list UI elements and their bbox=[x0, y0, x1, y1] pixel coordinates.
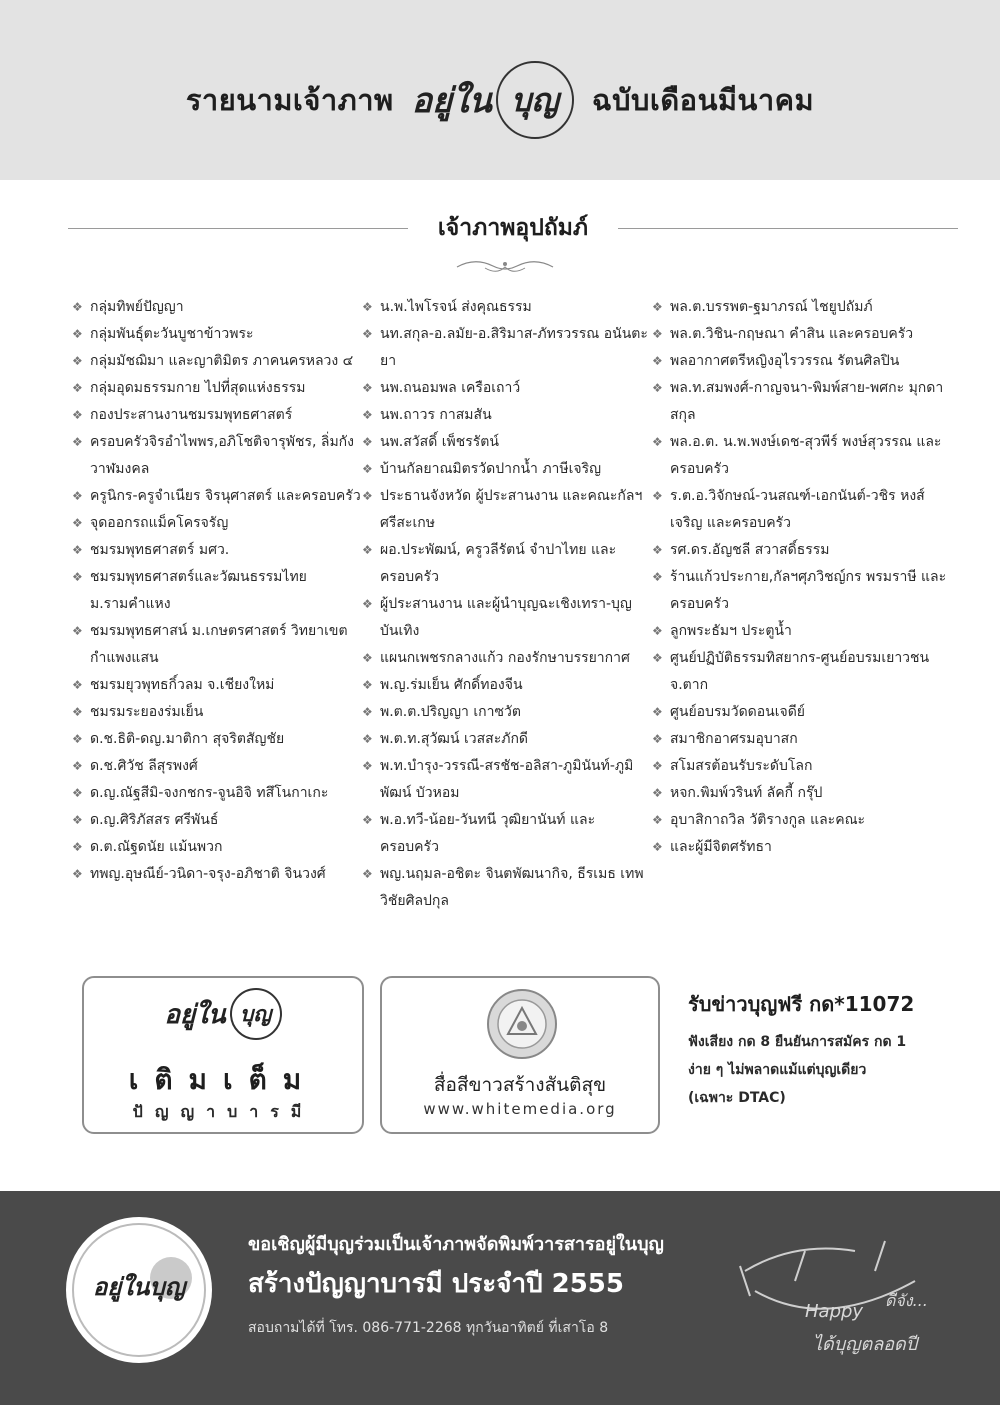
sponsor-item bbox=[652, 699, 952, 726]
sponsor-item bbox=[652, 294, 952, 321]
diamond-bullet-icon: ❖ bbox=[362, 732, 373, 746]
footer-badge bbox=[66, 1217, 212, 1363]
diamond-bullet-icon: ❖ bbox=[72, 624, 83, 638]
diamond-bullet-icon: ❖ bbox=[652, 327, 663, 341]
sponsor-name: กลุ่มมัชฌิมา และญาติมิตร ภาคนครหลวง ๔ bbox=[90, 353, 354, 369]
sponsor-item bbox=[72, 483, 362, 510]
diamond-bullet-icon: ❖ bbox=[362, 435, 373, 449]
badge-logo bbox=[66, 1267, 212, 1306]
sponsor-item bbox=[362, 807, 652, 861]
promo-block bbox=[688, 988, 978, 1112]
sponsor-item bbox=[362, 429, 652, 456]
sponsor-item bbox=[652, 618, 952, 645]
diamond-bullet-icon: ❖ bbox=[652, 354, 663, 368]
footer-headline: สร้างปัญญาบารมี ประจำปี 2555 bbox=[248, 1269, 624, 1299]
diamond-bullet-icon: ❖ bbox=[72, 489, 83, 503]
diamond-bullet-icon: ❖ bbox=[362, 489, 373, 503]
sponsor-name: ด.ต.ณัฐดนัย แม้นพวก bbox=[90, 839, 223, 855]
doodle-deejang: ดีจัง... bbox=[885, 1291, 928, 1310]
diamond-bullet-icon: ❖ bbox=[362, 759, 373, 773]
sponsor-name: แผนกเพชรกลางแก้ว กองรักษาบรรยากาศ bbox=[380, 650, 630, 666]
sponsor-item bbox=[362, 483, 652, 537]
sponsor-item bbox=[72, 537, 362, 564]
sponsor-name: พล.ต.บรรพต-ฐมาภรณ์ ไชยูปถัมภ์ bbox=[670, 299, 873, 315]
card-logo-word-1: อยู่ใน bbox=[164, 999, 226, 1030]
diamond-bullet-icon: ❖ bbox=[362, 705, 373, 719]
promo-line-3: (เฉพาะ DTAC) bbox=[688, 1090, 786, 1106]
sponsor-name: พลอากาศตรีหญิงอุไรวรรณ รัตนศิลปิน bbox=[670, 353, 900, 369]
sponsor-item bbox=[72, 834, 362, 861]
diamond-bullet-icon: ❖ bbox=[652, 543, 663, 557]
sponsor-name: ด.ช.ธิติ-ดญ.มาติกา สุจริตสัญชัย bbox=[90, 731, 285, 747]
sponsor-name: น.พ.ไพโรจน์ ส่งคุณธรรม bbox=[380, 299, 532, 315]
sponsor-item bbox=[362, 456, 652, 483]
sponsor-name: พ.ท.บำรุง-วรรณี-สรชัช-อลิสา-ภูมินันท์-ภูมิพัฒน์ บัวหอม bbox=[380, 758, 634, 801]
sponsor-item bbox=[362, 699, 652, 726]
sponsor-name: ลูกพระธัมฯ ประตูน้ำ bbox=[670, 623, 792, 639]
logo-word-2: บุญ bbox=[511, 80, 559, 119]
sponsor-name: พ.ต.ต.ปริญญา เกาซวัต bbox=[380, 704, 521, 720]
sponsor-name: ผู้ประสานงาน และผู้นำบุญฉะเชิงเทรา-บุญบันเทิง bbox=[380, 596, 632, 639]
sponsor-item bbox=[362, 645, 652, 672]
diamond-bullet-icon: ❖ bbox=[72, 408, 83, 422]
sponsor-name: กลุ่มพันธุ์ตะวันบูชาข้าวพระ bbox=[90, 326, 254, 342]
diamond-bullet-icon: ❖ bbox=[652, 705, 663, 719]
sponsor-name: บ้านกัลยาณมิตรวัดปากน้ำ ภาษีเจริญ bbox=[380, 461, 602, 477]
sponsor-name: ทพญ.อุษณีย์-วนิดา-จรุง-อภิชาติ จินวงศ์ bbox=[90, 866, 326, 882]
diamond-bullet-icon: ❖ bbox=[362, 462, 373, 476]
sponsor-name: นพ.ถนอมพล เครือเถาว์ bbox=[380, 380, 521, 396]
sponsor-item bbox=[652, 780, 952, 807]
sponsor-item bbox=[362, 375, 652, 402]
diamond-bullet-icon: ❖ bbox=[652, 813, 663, 827]
sponsor-column-2 bbox=[362, 294, 652, 915]
sponsor-item bbox=[652, 429, 952, 483]
card-logo-word-2: บุญ bbox=[240, 1000, 272, 1026]
diamond-bullet-icon: ❖ bbox=[72, 840, 83, 854]
sponsor-name: ด.ญ.ณัฐสีมิ-จงกชกร-จูนอิจิ ทสึโนกาเกะ bbox=[90, 785, 329, 801]
sponsor-item bbox=[72, 672, 362, 699]
sponsor-item bbox=[362, 726, 652, 753]
sponsor-name: ร.ต.อ.วิจักษณ์-วนสณฑ์-เอกนันต์-วชิร หงส์เจริญ และครอบครัว bbox=[670, 488, 925, 531]
sponsor-name: หจก.พิมพ์วรินท์ ลัคกี้ กรุ๊ป bbox=[670, 785, 823, 801]
sponsor-name: ชมรมพุทธศาสตร์และวัฒนธรรมไทย ม.รามคำแหง bbox=[90, 569, 307, 612]
diamond-bullet-icon: ❖ bbox=[362, 867, 373, 881]
sponsor-name: ชมรมพุทธศาสตร์ มศว. bbox=[90, 542, 230, 558]
sponsor-name: ด.ช.ศิวัช ลีสุรพงศ์ bbox=[90, 758, 198, 774]
sponsor-item bbox=[362, 294, 652, 321]
diamond-bullet-icon: ❖ bbox=[72, 732, 83, 746]
diamond-bullet-icon: ❖ bbox=[72, 813, 83, 827]
sponsor-item bbox=[652, 483, 952, 537]
header-title-left: รายนามเจ้าภาพ bbox=[185, 83, 394, 117]
diamond-bullet-icon: ❖ bbox=[72, 867, 83, 881]
whitemedia-emblem-icon bbox=[486, 988, 558, 1060]
diamond-bullet-icon: ❖ bbox=[652, 435, 663, 449]
diamond-bullet-icon: ❖ bbox=[72, 381, 83, 395]
diamond-bullet-icon: ❖ bbox=[362, 678, 373, 692]
sponsor-name: นพ.สวัสดิ์ เพ็ชรรัตน์ bbox=[380, 434, 499, 450]
sponsor-item bbox=[362, 861, 652, 915]
diamond-bullet-icon: ❖ bbox=[72, 543, 83, 557]
sponsor-name: ครูนิกร-ครูจำเนียร จิรนุศาสตร์ และครอบครัว bbox=[90, 488, 361, 504]
section-title-row bbox=[68, 206, 958, 250]
whitemedia-url[interactable]: www.whitemedia.org bbox=[423, 1100, 617, 1118]
sponsor-item bbox=[72, 726, 362, 753]
logo-word-1: อยู่ใน bbox=[411, 81, 492, 121]
badge-logo-word-2: บุญ bbox=[149, 1272, 186, 1301]
sponsor-item bbox=[362, 672, 652, 699]
sponsor-name: พ.ญ.ร่มเย็น ศักดิ์ทองจีน bbox=[380, 677, 523, 693]
diamond-bullet-icon: ❖ bbox=[362, 597, 373, 611]
sponsor-item bbox=[72, 429, 362, 483]
happy-doodle bbox=[735, 1231, 955, 1381]
sponsor-item bbox=[72, 807, 362, 834]
sponsor-item bbox=[72, 402, 362, 429]
header-title-row bbox=[0, 60, 1000, 140]
footer-band bbox=[0, 1191, 1000, 1405]
diamond-bullet-icon: ❖ bbox=[652, 786, 663, 800]
sponsor-name: ประธานจังหวัด ผู้ประสานงาน และคณะกัลฯศรีสะเกษ bbox=[380, 488, 643, 531]
sponsor-item bbox=[652, 321, 952, 348]
sponsor-item bbox=[652, 348, 952, 375]
diamond-bullet-icon: ❖ bbox=[652, 759, 663, 773]
sponsor-item bbox=[652, 807, 952, 834]
sponsor-item bbox=[72, 699, 362, 726]
sponsor-item bbox=[72, 753, 362, 780]
sponsor-item bbox=[652, 537, 952, 564]
ornament-divider bbox=[455, 255, 555, 277]
diamond-bullet-icon: ❖ bbox=[652, 570, 663, 584]
title-rule-right bbox=[618, 228, 958, 229]
sponsor-item bbox=[72, 780, 362, 807]
sponsor-name: พญ.นฤมล-อชิตะ จินตพัฒนากิจ, ธีรเมธ เทพวิชัยศิลปกุล bbox=[380, 866, 644, 909]
diamond-bullet-icon: ❖ bbox=[72, 516, 83, 530]
diamond-bullet-icon: ❖ bbox=[72, 759, 83, 773]
sponsor-name: ร้านแก้วประกาย,กัลฯศุภวิชญ์กร พรมราษี และครอบครัว bbox=[670, 569, 947, 612]
sponsor-item bbox=[72, 348, 362, 375]
sponsor-item bbox=[362, 321, 652, 375]
sponsor-item bbox=[72, 861, 362, 888]
sponsor-name: กลุ่มอุดมธรรมกาย ไปที่สุดแห่งธรรม bbox=[90, 380, 306, 396]
diamond-bullet-icon: ❖ bbox=[652, 300, 663, 314]
sponsor-name: พ.อ.ทวี-น้อย-วันทนี วุฒิยานันท์ และครอบครัว bbox=[380, 812, 596, 855]
sponsor-name: อุบาสิกาถวิล วัติรางกูล และคณะ bbox=[670, 812, 866, 828]
sponsor-name: พล.อ.ต. น.พ.พงษ์เดช-สุวพีร์ พงษ์สุวรรณ และครอบครัว bbox=[670, 434, 942, 477]
doodle-happy: Happy bbox=[805, 1301, 864, 1322]
sponsor-item bbox=[652, 375, 952, 429]
diamond-bullet-icon: ❖ bbox=[362, 381, 373, 395]
card-temtem bbox=[82, 976, 364, 1134]
sponsor-name: รศ.ดร.อัญชลี สวาสดิ์ธรรม bbox=[670, 542, 830, 558]
diamond-bullet-icon: ❖ bbox=[362, 300, 373, 314]
sponsor-name: นท.สกุล-อ.ลมัย-อ.สิริมาส-ภัทรวรรณ อนันตะยา bbox=[380, 326, 648, 369]
title-rule-left bbox=[68, 228, 408, 229]
diamond-bullet-icon: ❖ bbox=[72, 327, 83, 341]
promo-title: รับข่าวบุญฟรี กด*11072 bbox=[688, 992, 915, 1016]
sponsor-name: ด.ญ.ศิริภัสสร ศรีพันธ์ bbox=[90, 812, 219, 828]
sponsor-name: ผอ.ประพัฒน์, ครูวลีรัตน์ จำปาไทย และครอบครัว bbox=[380, 542, 617, 585]
diamond-bullet-icon: ❖ bbox=[652, 624, 663, 638]
diamond-bullet-icon: ❖ bbox=[72, 786, 83, 800]
sponsor-name: ชมรมยุวพุทธกิ์วลม จ.เชียงใหม่ bbox=[90, 677, 275, 693]
doodle-daibun: ได้บุญตลอดปี bbox=[813, 1334, 918, 1355]
sponsor-name: ศูนย์ปฏิบัติธรรมทิสยากร-ศูนย์อบรมเยาวชน จ.ตาก bbox=[670, 650, 930, 693]
sponsor-item bbox=[362, 591, 652, 645]
badge-logo-word-1: อยู่ใน bbox=[92, 1272, 150, 1301]
sponsor-name: นพ.ถาวร กาสมสัน bbox=[380, 407, 492, 423]
sponsor-item bbox=[362, 753, 652, 807]
diamond-bullet-icon: ❖ bbox=[72, 570, 83, 584]
sponsor-item bbox=[652, 564, 952, 618]
sponsor-name: ครอบครัวจิรอำไพพร,อภิโชติจารุพัชร, ลิ่มกังวาฬมงคล bbox=[90, 434, 354, 477]
promo-line-1: ฟังเสียง กด 8 ยืนยันการสมัคร กด 1 bbox=[688, 1034, 907, 1050]
diamond-bullet-icon: ❖ bbox=[72, 435, 83, 449]
sponsor-column-1 bbox=[72, 294, 362, 888]
sponsor-name: ศูนย์อบรมวัดดอนเจดีย์ bbox=[670, 704, 806, 720]
logo-circle bbox=[496, 61, 574, 139]
promo-line-2: ง่าย ๆ ไม่พลาดแม้แต่บุญเดียว bbox=[688, 1062, 867, 1078]
diamond-bullet-icon: ❖ bbox=[652, 381, 663, 395]
section-title: เจ้าภาพอุปถัมภ์ bbox=[437, 215, 589, 241]
diamond-bullet-icon: ❖ bbox=[72, 300, 83, 314]
sponsor-name: พล.ต.วิชิน-กฤษณา คำสิน และครอบครัว bbox=[670, 326, 914, 342]
sponsor-name: สโมสรต้อนรับระดับโลก bbox=[670, 758, 813, 774]
sponsor-item bbox=[652, 753, 952, 780]
sponsor-name: ชมรมระยองร่มเย็น bbox=[90, 704, 204, 720]
footer-contact: สอบถามได้ที่ โทร. 086-771-2268 ทุกวันอาทิตย์ ที่เสาโอ 8 bbox=[248, 1320, 609, 1336]
sponsor-name: กลุ่มทิพย์ปัญญา bbox=[90, 299, 184, 315]
diamond-bullet-icon: ❖ bbox=[362, 651, 373, 665]
sponsor-name: กองประสานงานชมรมพุทธศาสตร์ bbox=[90, 407, 293, 423]
sponsor-item bbox=[72, 618, 362, 672]
diamond-bullet-icon: ❖ bbox=[362, 543, 373, 557]
diamond-bullet-icon: ❖ bbox=[72, 678, 83, 692]
sponsor-item bbox=[362, 402, 652, 429]
magazine-logo bbox=[412, 61, 574, 139]
sponsor-item bbox=[652, 834, 952, 861]
sponsor-item bbox=[72, 510, 362, 537]
sponsor-name: ชมรมพุทธศาสน์ ม.เกษตรศาสตร์ วิทยาเขต กำแพงแสน bbox=[90, 623, 348, 666]
diamond-bullet-icon: ❖ bbox=[652, 489, 663, 503]
diamond-bullet-icon: ❖ bbox=[72, 354, 83, 368]
sponsor-item bbox=[652, 726, 952, 753]
card-temtem-subtitle: ปัญญาบารมี bbox=[132, 1102, 314, 1121]
sponsor-column-3 bbox=[652, 294, 952, 861]
whitemedia-slogan: สื่อสีขาวสร้างสันติสุข bbox=[433, 1074, 607, 1096]
sponsor-name: พ.ต.ท.สุวัฒน์ เวสสะภักดี bbox=[380, 731, 529, 747]
header-title-right: ฉบับเดือนมีนาคม bbox=[591, 83, 815, 117]
diamond-bullet-icon: ❖ bbox=[652, 732, 663, 746]
diamond-bullet-icon: ❖ bbox=[362, 813, 373, 827]
diamond-bullet-icon: ❖ bbox=[652, 840, 663, 854]
card-temtem-title: เติมเต็ม bbox=[128, 1063, 318, 1096]
diamond-bullet-icon: ❖ bbox=[652, 651, 663, 665]
sponsor-item bbox=[72, 321, 362, 348]
diamond-bullet-icon: ❖ bbox=[362, 327, 373, 341]
sponsor-name: สมาชิกอาศรมอุบาสก bbox=[670, 731, 798, 747]
sponsor-name: และผู้มีจิตศรัทธา bbox=[670, 839, 772, 855]
card-logo bbox=[84, 988, 362, 1040]
footer-invite: ขอเชิญผู้มีบุญร่วมเป็นเจ้าภาพจัดพิมพ์วารสารอยู่ในบุญ bbox=[248, 1234, 664, 1255]
sponsor-item bbox=[362, 537, 652, 591]
sponsor-name: พล.ท.สมพงศ์-กาญจนา-พิมพ์สาย-พศกะ มุกดาสกุล bbox=[670, 380, 944, 423]
sponsor-item bbox=[72, 564, 362, 618]
sponsor-item bbox=[72, 294, 362, 321]
diamond-bullet-icon: ❖ bbox=[72, 705, 83, 719]
card-logo-circle bbox=[230, 988, 282, 1040]
diamond-bullet-icon: ❖ bbox=[362, 408, 373, 422]
sponsor-item bbox=[72, 375, 362, 402]
sponsor-name: จุดออกรถแม็คโครจรัญ bbox=[90, 515, 229, 531]
sponsor-item bbox=[652, 645, 952, 699]
card-whitemedia bbox=[380, 976, 660, 1134]
